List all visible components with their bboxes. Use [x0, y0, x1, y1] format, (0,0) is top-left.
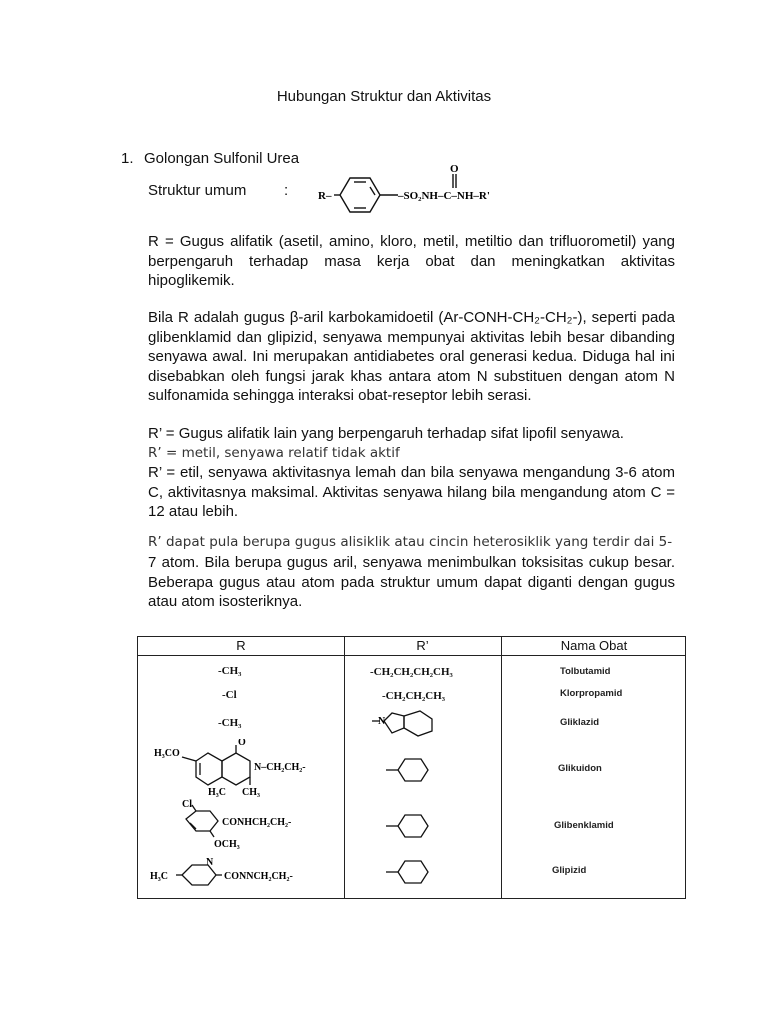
table-row-1-r: -CH₃ [218, 665, 242, 677]
header-r-prime: R’ [416, 638, 429, 653]
structure-oxygen-label: O [450, 163, 459, 175]
section-title: Golongan Sulfonil Urea [144, 150, 300, 167]
glibenklamid-cl-label: Cl [182, 799, 192, 810]
page-title: Hubungan Struktur dan Aktivitas [276, 88, 492, 105]
glibenklamid-chain-label: CONHCH₂CH₂- [222, 817, 292, 828]
section-number: 1. [121, 150, 134, 167]
sulfonylurea-structure [314, 163, 550, 219]
paragraph-r-prime-3: R’ = etil, senyawa aktivitasnya lemah dan bila senyawa mengandung 3-6 atom C, aktivitasnya maksimal. Aktivitas senyawa hilang bila mengandung atom C = 12 atau lebih. [148, 464, 675, 520]
glikuidon-ch3-label: CH₃ [242, 787, 260, 798]
table-row-2-drug: Klorpropamid [560, 688, 623, 699]
glikuidon-r-structure [152, 739, 342, 799]
paragraph-r-definition: R = Gugus alifatik (asetil, amino, kloro, metil, metiltio dan trifluorometil) yang berpengaruh terhadap masa kerja obat dan meningkatkan aktivitas hipoglikemik. [148, 233, 675, 289]
struktur-umum-colon: : [284, 182, 289, 199]
table-row-6-r-prime-structure [386, 857, 446, 892]
table-row-2-r-prime: -CH₂CH₂CH₃ [382, 690, 446, 702]
table-row-4-r-prime-structure [386, 755, 446, 790]
benzene-ring [340, 178, 380, 212]
table-row-3-r-prime-structure [370, 709, 460, 746]
table-row-5-drug: Glibenklamid [554, 820, 614, 831]
cyclohexyl-icon [386, 811, 446, 841]
glikuidon-ome-label: H₃CO [154, 748, 180, 759]
struktur-umum-label: Struktur umum [148, 182, 247, 199]
structure-chain-label: –SO₂NH–C–NH–R' [398, 190, 490, 202]
line-r-prime-2: R’ = metil, senyawa relatif tidak aktif [148, 445, 400, 461]
table-row-4-drug: Glikuidon [558, 763, 602, 774]
table-row-6-drug: Glipizid [552, 865, 587, 876]
section-heading [121, 150, 299, 167]
glipizid-n-label: N [206, 857, 214, 868]
table-row-4-r-structure [152, 739, 342, 804]
table-row-3-r: -CH₃ [218, 717, 242, 729]
paragraph-r-prime-5: 7 atom. Bila berupa gugus aril, senyawa menimbulkan toksisitas cukup besar. Beberapa gugus atau atom pada struktur umum dapat diganti dengan gugus atau atom isosteriknya. [148, 554, 675, 610]
structure-r-label: R– [318, 190, 332, 202]
paragraph-bila-r: Bila R adalah gugus β-aril karbokamidoetil (Ar-CONH-CH₂-CH₂-), seperti pada glibenklamid dan glipizid, senyawa mempunyai aktivitas lebih besar dibanding senyawa awal. Ini merupakan antidiabetes oral generasi kedua. Diduga hal ini disebabkan oleh fungsi jarak khas antara atom N substituen dengan atom N sulfonamida sehingga interaksi obat-reseptor lebih serasi. [148, 309, 675, 404]
general-structure-figure [314, 163, 550, 219]
column-divider-2 [501, 637, 502, 898]
table-row-1-r-prime: -CH₂CH₂CH₂CH₃ [370, 666, 453, 678]
line-r-prime-1: R’ = Gugus alifatik lain yang berpengaruh terhadap sifat lipofil senyawa. [148, 425, 624, 442]
table-row-1-drug: Tolbutamid [560, 666, 611, 677]
table-row-2-r: -Cl [222, 689, 237, 701]
structure-table [137, 636, 686, 899]
glipizid-r-structure [148, 855, 338, 897]
table-row-5-r-prime-structure [386, 811, 446, 846]
header-r: R [236, 638, 246, 653]
table-row-5-r-structure [172, 797, 342, 862]
cyclohexyl-icon [386, 755, 446, 785]
table-row-6-r-structure [148, 855, 338, 902]
glikuidon-chain-label: N–CH₂CH₂- [254, 762, 306, 773]
glibenklamid-r-structure [172, 797, 342, 857]
header-nama-obat: Nama Obat [560, 638, 628, 653]
bicyclic-amine-structure [370, 709, 460, 741]
column-divider-1 [344, 637, 345, 898]
glikuidon-o-label: O [238, 739, 246, 748]
table-row-3-drug: Gliklazid [560, 717, 600, 728]
glipizid-chain-label: CONNCH₂CH₂- [224, 871, 293, 882]
cyclohexyl-icon [386, 857, 446, 887]
line-r-prime-4: R’ dapat pula berupa gugus alisiklik atau cincin heterosiklik yang terdir dai 5- [148, 534, 673, 550]
gliklazid-n-label: N [378, 716, 386, 727]
glipizid-h3c-label: H₃C [150, 871, 168, 882]
glikuidon-h3c-label: H₃C [208, 787, 226, 798]
glibenklamid-och3-label: OCH₃ [214, 839, 240, 850]
